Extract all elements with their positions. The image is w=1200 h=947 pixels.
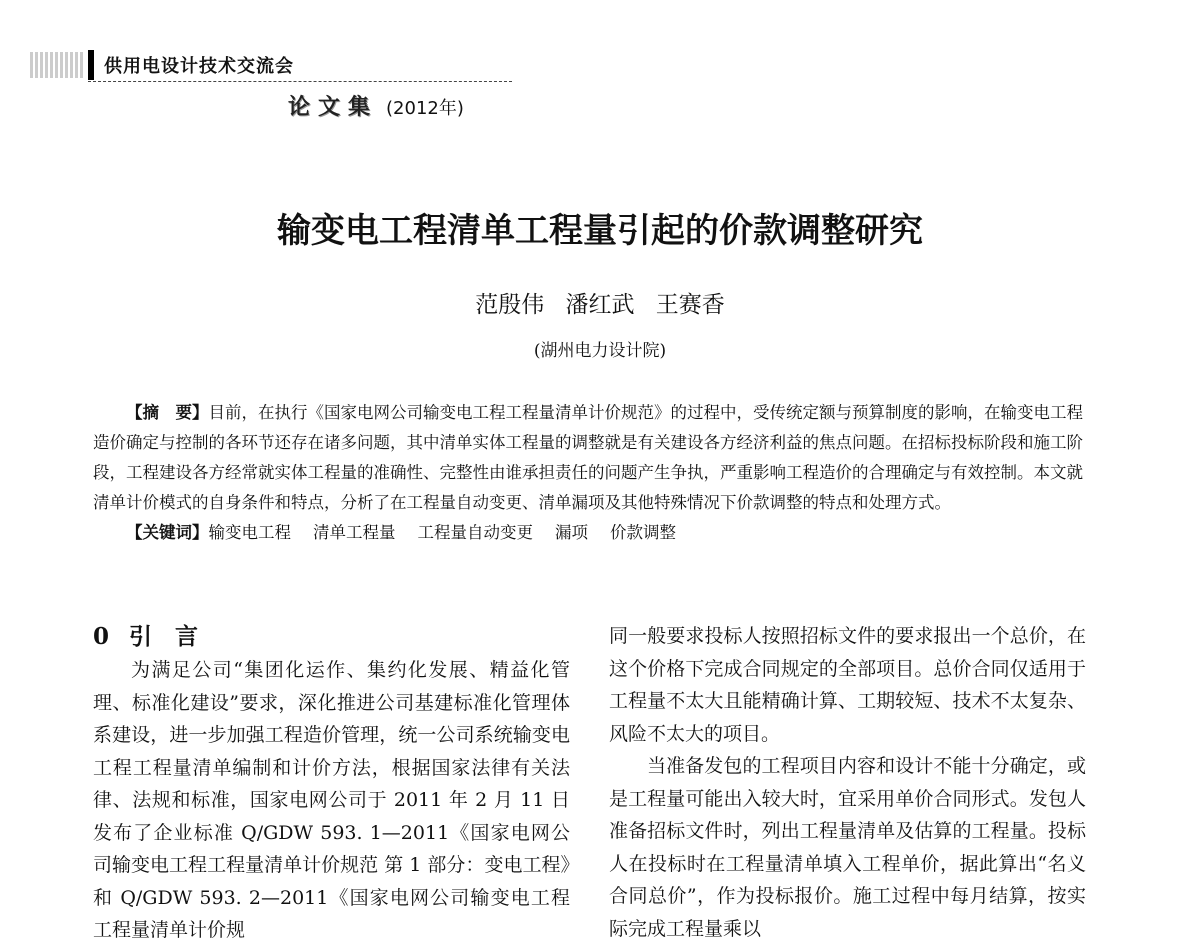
section-number: 0 xyxy=(93,623,110,650)
intro-paragraph: 为满足公司“集团化运作、集约化发展、精益化管理、标准化建设”要求，深化推进公司基建标准化管理体系建设，进一步加强工程造价管理，统一公司系统输变电工程工程量清单编制和计价方法，根据国家法律有关法律、法规和标准，国家电网公司于 2011 年 2 月 11 日发布了企业标准 Q/GDW 593. 1—2011《国家电网公司输变电工程工程量清单计价规范 第 1 部分：变电工程》和 Q/GDW 593. 2—2011《国家电网公司输变电工程工程量清单计价规 xyxy=(93,659,570,941)
body-paragraph: 当准备发包的工程项目内容和设计不能十分确定，或是工程量可能出入较大时，宜采用单价合同形式。发包人准备招标文件时，列出工程量清单及估算的工程量。投标人在投标时在工程量清单填入工程单价，据此算出“名义合同总价”，作为投标报价。施工过程中每月结算，按实际完成工程量乘以 xyxy=(609,755,1086,940)
keywords-label: 【关键词】 xyxy=(126,523,209,542)
abstract-paragraph xyxy=(93,398,1083,518)
header-bar xyxy=(88,50,94,80)
conference-name: 供用电设计技术交流会 xyxy=(104,56,294,77)
collection-title: 论文集 xyxy=(288,94,379,120)
paper-affiliation: (湖州电力设计院) xyxy=(533,341,667,361)
keyword-item: 漏项 xyxy=(555,523,588,542)
left-column xyxy=(93,620,570,947)
running-header xyxy=(30,50,294,80)
paper-authors: 范殷伟 潘红武 王赛香 xyxy=(475,292,725,318)
body-paragraph-continued: 同一般要求投标人按照招标文件的要求报出一个总价，在这个价格下完成合同规定的全部项目。总价合同仅适用于工程量不太大且能精确计算、工期较短、技术不太复杂、风险不太大的项目。 xyxy=(609,625,1086,745)
collection-header xyxy=(288,90,464,121)
abstract-block xyxy=(93,398,1083,548)
keyword-item: 清单工程量 xyxy=(313,523,396,542)
keyword-item: 价款调整 xyxy=(610,523,676,542)
right-column xyxy=(609,620,1086,945)
header-divider xyxy=(88,81,512,82)
abstract-label: 【摘 要】 xyxy=(126,403,209,422)
collection-year: (2012年) xyxy=(386,98,464,119)
keywords-paragraph xyxy=(93,518,1083,548)
keyword-item: 输变电工程 xyxy=(208,523,291,542)
header-decoration xyxy=(30,52,84,78)
keyword-item: 工程量自动变更 xyxy=(417,523,533,542)
paper-title: 输变电工程清单工程量引起的价款调整研究 xyxy=(277,211,923,251)
abstract-text: 目前，在执行《国家电网公司输变电工程工程量清单计价规范》的过程中，受传统定额与预算制度的影响，在输变电工程造价确定与控制的各环节还存在诸多问题，其中清单实体工程量的调整就是有关建设各方经济利益的焦点问题。在招标投标阶段和施工阶段，工程建设各方经常就实体工程量的准确性、完整性由谁承担责任的问题产生争执，严重影响工程造价的合理确定与有效控制。本文就清单计价模式的自身条件和特点，分析了在工程量自动变更、清单漏项及其他特殊情况下价款调整的特点和处理方式。 xyxy=(93,403,1083,512)
section-title: 引 言 xyxy=(129,623,199,650)
section-heading xyxy=(93,620,570,654)
